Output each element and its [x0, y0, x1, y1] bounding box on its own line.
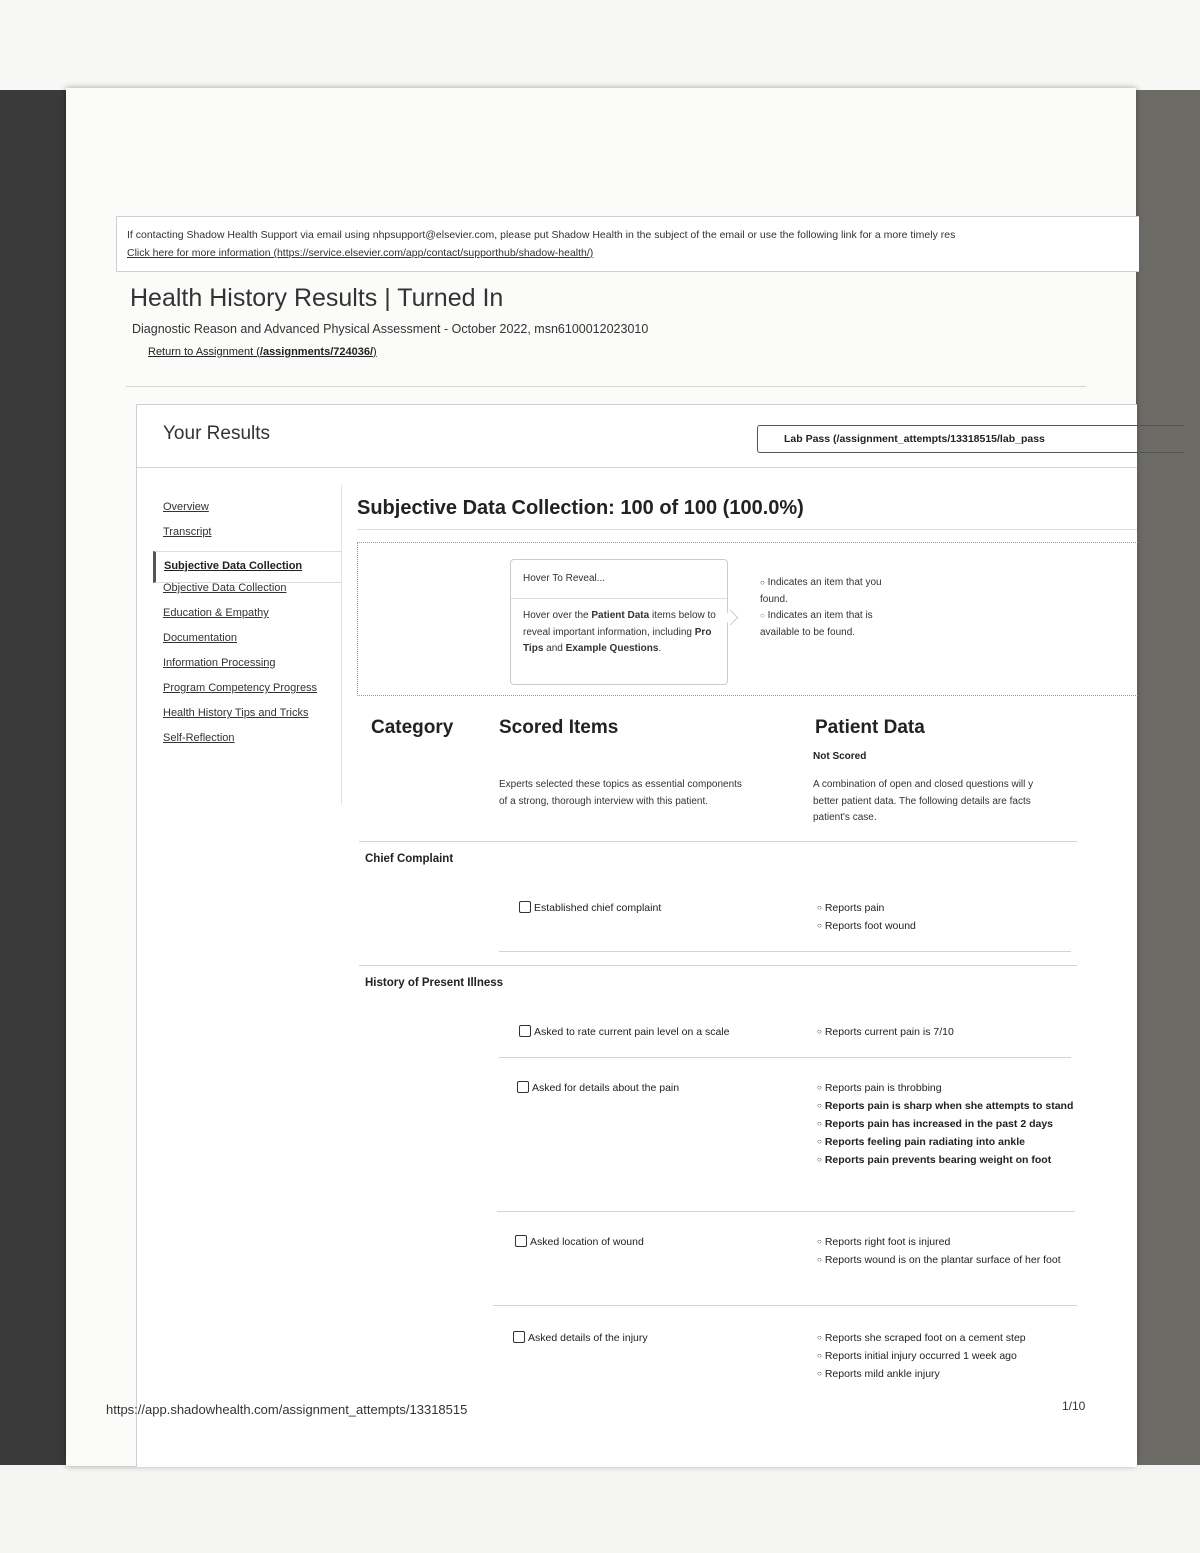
checkbox-icon [515, 1235, 527, 1247]
legend-available-text: Indicates an item that is available to be found. [760, 610, 873, 638]
row-divider [499, 951, 1071, 952]
section-score-title: Subjective Data Collection: 100 of 100 (100.0%) [357, 497, 804, 519]
category-chief-complaint: Chief Complaint [365, 853, 454, 865]
results-nav [163, 501, 317, 757]
print-page-number: 1/10 [1062, 1399, 1086, 1413]
checkbox-icon [519, 1025, 531, 1037]
nav-self-reflection[interactable]: Self-Reflection [163, 732, 235, 744]
hover-card-body [523, 608, 717, 658]
return-to-assignment-link[interactable] [148, 346, 377, 358]
patient-data-list [817, 1023, 1075, 1041]
legend-available-item [760, 608, 910, 641]
patient-data-item[interactable]: ○ Reports pain has increased in the past 2 days [817, 1115, 1075, 1133]
patient-data-description [813, 777, 1073, 827]
section-title-divider [357, 529, 1137, 530]
hover-card-text-2: items below to reveal important information, including [523, 610, 716, 638]
return-link-path: /assignments/724036/ [259, 346, 374, 358]
support-notice-text: If contacting Shadow Health Support via email using nhpsupport@elsevier.com, please put Shadow Health in the subject of the email or use the following link for a more timely res [127, 229, 956, 241]
nav-program-competency-progress[interactable]: Program Competency Progress [163, 682, 318, 694]
scored-item-row [513, 1331, 648, 1344]
hover-card-text-1: Hover over the [523, 610, 592, 621]
column-header-category: Category [371, 717, 454, 738]
table-header-divider [359, 841, 1077, 842]
patient-data-item[interactable]: ○ Reports current pain is 7/10 [817, 1023, 1075, 1041]
hover-card-heading: Hover To Reveal... [523, 573, 606, 584]
patient-data-item[interactable]: ○ Reports pain prevents bearing weight on foot [817, 1151, 1075, 1169]
scored-item-row [519, 1025, 730, 1038]
scored-desc-line-1: Experts selected these topics as essential components [499, 779, 742, 790]
checkbox-icon [513, 1331, 525, 1343]
nav-objective-data-collection[interactable]: Objective Data Collection [163, 582, 287, 594]
patient-data-item[interactable]: ○ Reports foot wound [817, 917, 1075, 935]
return-link-prefix: Return to Assignment ( [148, 346, 260, 358]
nav-divider [341, 485, 342, 805]
hover-card-bold-3: Example Questions [565, 643, 659, 654]
hover-card-text-4: . [658, 643, 662, 654]
patient-data-item[interactable]: ○ Reports feeling pain radiating into ankle [817, 1133, 1075, 1151]
photo-background-bottom [0, 1465, 1200, 1553]
photo-background-top [0, 0, 1200, 90]
hover-card-text-3: and [543, 643, 566, 654]
patient-data-list [817, 1329, 1075, 1383]
patient-data-list [817, 1079, 1075, 1169]
patient-data-item[interactable]: ○ Reports pain is throbbing [817, 1079, 1075, 1097]
legend-descriptions [760, 575, 910, 641]
checkbox-icon [519, 901, 531, 913]
your-results-heading: Your Results [163, 423, 271, 444]
legend-panel [357, 542, 1138, 696]
support-info-link[interactable]: Click here for more information (https://service.elsevier.com/app/contact/supporthub/shadow-health/) [127, 247, 594, 259]
assignment-subtitle: Diagnostic Reason and Advanced Physical Assessment - October 2022, msn6100012023010 [132, 322, 649, 336]
results-panel [136, 404, 1137, 1467]
nav-documentation[interactable]: Documentation [163, 632, 237, 644]
patient-data-item[interactable]: ○ Reports she scraped foot on a cement step [817, 1329, 1075, 1347]
hover-card-divider [511, 598, 727, 599]
patient-data-list [817, 1233, 1075, 1269]
patient-data-item[interactable]: ○ Reports wound is on the plantar surface of her foot [817, 1251, 1075, 1269]
not-scored-label: Not Scored [813, 751, 867, 762]
hover-card-bold-1: Patient Data [591, 610, 650, 621]
scored-item-row [515, 1235, 644, 1248]
column-header-patient-data: Patient Data [815, 717, 925, 738]
row-divider [499, 1057, 1071, 1058]
scored-item-label: Asked location of wound [530, 1236, 644, 1248]
hover-to-reveal-card [510, 559, 728, 685]
return-link-suffix: ) [373, 346, 377, 358]
available-circle-icon: ○ [760, 611, 765, 620]
photo-background-left [0, 90, 70, 1470]
nav-subjective-data-collection-label: Subjective Data Collection [164, 560, 303, 572]
scored-items-description [499, 777, 799, 810]
patient-desc-line-2: better patient data. The following details are facts [813, 795, 1031, 807]
print-footer-url: https://app.shadowhealth.com/assignment_attempts/13318515 [106, 1402, 468, 1417]
found-circle-icon: ○ [760, 578, 765, 587]
nav-subjective-data-collection[interactable] [153, 551, 342, 583]
patient-data-list [817, 899, 1075, 935]
legend-found-item [760, 575, 910, 608]
nav-health-history-tips[interactable]: Health History Tips and Tricks [163, 707, 309, 719]
row-divider [497, 1211, 1075, 1212]
printed-page [66, 88, 1136, 1466]
lab-pass-button[interactable]: Lab Pass (/assignment_attempts/13318515/lab_pass [757, 425, 1184, 453]
patient-data-item[interactable]: ○ Reports mild ankle injury [817, 1365, 1075, 1383]
results-header-divider [137, 467, 1137, 468]
nav-overview[interactable]: Overview [163, 501, 209, 513]
column-header-scored-items: Scored Items [499, 717, 619, 738]
page-title: Health History Results | Turned In [130, 284, 504, 312]
support-notice [116, 216, 1139, 272]
nav-information-processing[interactable]: Information Processing [163, 657, 276, 669]
patient-desc-line-3: patient's case. [813, 812, 877, 823]
hover-card-bold-2: Pro Tips [523, 626, 712, 654]
scored-item-label: Asked for details about the pain [532, 1082, 680, 1094]
patient-desc-line-1: A combination of open and closed questions will y [813, 779, 1034, 790]
legend-found-text: Indicates an item that you found. [760, 577, 882, 605]
scored-item-label: Established chief complaint [534, 902, 662, 914]
category-divider [359, 965, 1077, 966]
scored-item-row [519, 901, 661, 914]
patient-data-item[interactable]: ○ Reports initial injury occurred 1 week ago [817, 1347, 1075, 1365]
patient-data-item[interactable]: ○ Reports pain [817, 899, 1075, 917]
header-divider [126, 386, 1086, 387]
photo-background-right [1134, 90, 1200, 1470]
scored-item-label: Asked to rate current pain level on a scale [534, 1026, 730, 1038]
row-divider [493, 1305, 1077, 1306]
nav-transcript[interactable]: Transcript [163, 526, 212, 538]
hover-card-arrow-icon [723, 610, 739, 626]
patient-data-item[interactable]: ○ Reports right foot is injured [817, 1233, 1075, 1251]
nav-education-empathy[interactable]: Education & Empathy [163, 607, 269, 619]
scored-desc-line-2: of a strong, thorough interview with this patient. [499, 795, 709, 807]
patient-data-item[interactable]: ○ Reports pain is sharp when she attempts to stand [817, 1097, 1075, 1115]
checkbox-icon [517, 1081, 529, 1093]
scored-item-label: Asked details of the injury [528, 1332, 648, 1344]
scored-item-row [517, 1081, 679, 1094]
category-history-of-present-illness: History of Present Illness [365, 977, 504, 989]
